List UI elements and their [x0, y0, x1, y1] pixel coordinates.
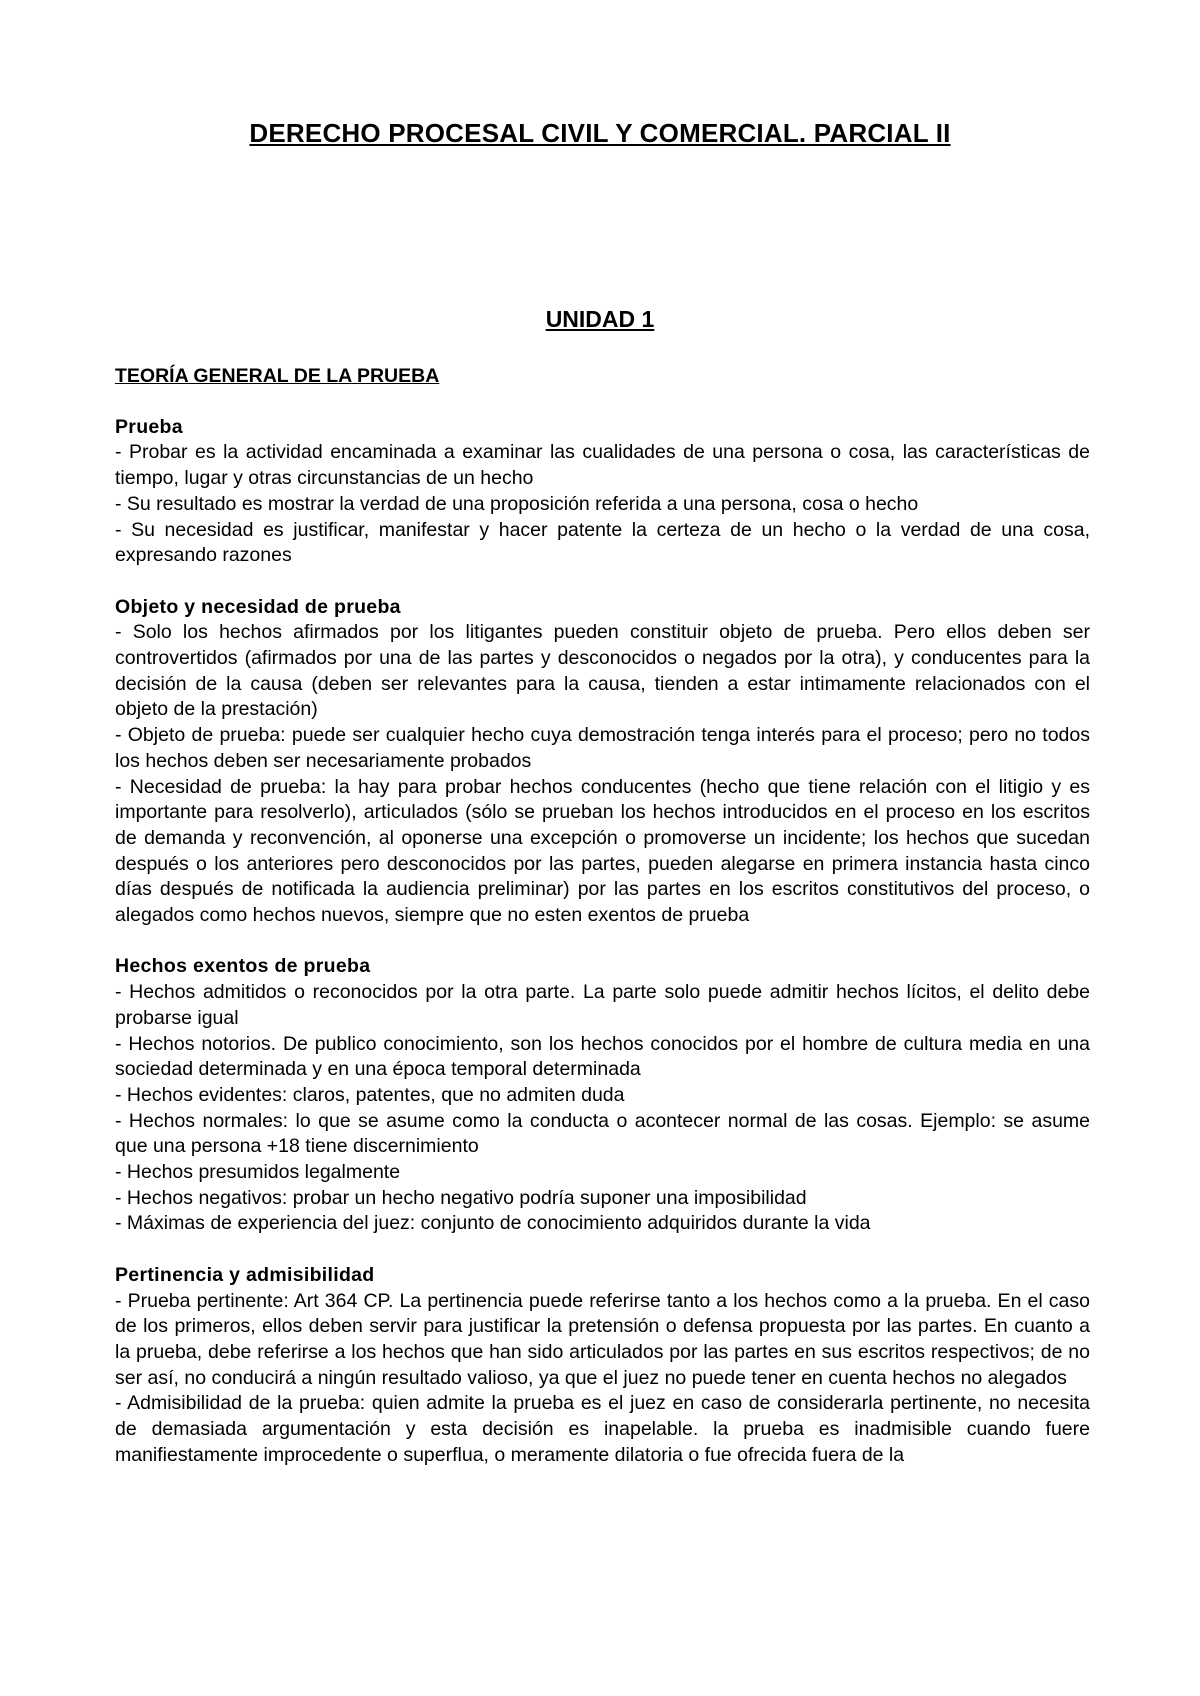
- paragraph: - Hechos notorios. De publico conocimiento, son los hechos conocidos por el hombre de cultura media en una sociedad determinada y en una época temporal determinada: [115, 1032, 1090, 1081]
- paragraph: - Su necesidad es justificar, manifestar y hacer patente la certeza de un hecho o la verdad de una cosa, expresando razones: [115, 518, 1090, 567]
- paragraph: - Probar es la actividad encaminada a examinar las cualidades de una persona o cosa, las características de tiempo, lugar y otras circunstancias de un hecho: [115, 441, 1090, 490]
- paragraph: - Solo los hechos afirmados por los litigantes pueden constituir objeto de prueba. Pero ellos deben ser controvertidos (afirmados por una de las partes y desconocidos o negados por la otra), y conducentes para la decisión de la causa (deben ser relevantes para la causa, tienden a estar intimamente relacionados con el objeto de la prestación): [115, 621, 1090, 721]
- topic-title: TEORÍA GENERAL DE LA PRUEBA: [115, 365, 440, 387]
- paragraph: - Hechos negativos: probar un hecho negativo podría suponer una imposibilidad: [115, 1186, 807, 1209]
- unit-title: UNIDAD 1: [545, 306, 655, 332]
- section-hechos-exentos: [115, 954, 1090, 1237]
- section-heading: Prueba: [115, 415, 183, 438]
- document-title: DERECHO PROCESAL CIVIL Y COMERCIAL. PARCIAL II: [249, 118, 951, 148]
- paragraph: - Máximas de experiencia del juez: conjunto de conocimiento adquiridos durante la vida: [115, 1212, 871, 1235]
- paragraph: - Necesidad de prueba: la hay para probar hechos conducentes (hecho que tiene relación con el litigio y es importante para resolverlo), articulados (sólo se prueban los hechos introducidos en el proceso en los escritos de demanda y reconvención, al oponerse una excepción o promoverse un incidente; los hechos que sucedan después o los anteriores pero desconocidos por las partes, pueden alegarse en primera instancia hasta cinco días después de notificada la audiencia preliminar) por las partes en los escritos constitutivos del proceso, o alegados como hechos nuevos, siempre que no esten exentos de prueba: [115, 775, 1090, 927]
- paragraph: - Admisibilidad de la prueba: quien admite la prueba es el juez en caso de considerarla pertinente, no necesita de demasiada argumentación y esta decisión es inapelable. la prueba es inadmisible cuando fuere manifiestamente improcedente o superflua, o meramente dilatoria o fue ofrecida fuera de la: [115, 1392, 1090, 1466]
- paragraph: - Prueba pertinente: Art 364 CP. La pertinencia puede referirse tanto a los hechos como a la prueba. En el caso de los primeros, ellos deben servir para justificar la pretensión o defensa propuesta por las partes. En cuanto a la prueba, debe referirse a los hechos que han sido articulados por las partes en sus escritos respectivos; de no ser así, no conducirá a ningún resultado valioso, ya que el juez no puede tener en cuenta hechos no alegados: [115, 1289, 1090, 1389]
- section-heading: Hechos exentos de prueba: [115, 955, 371, 978]
- section-heading: Objeto y necesidad de prueba: [115, 595, 401, 618]
- paragraph: - Hechos normales: lo que se asume como la conducta o acontecer normal de las cosas. Ejemplo: se asume que una persona +18 tiene discernimiento: [115, 1109, 1090, 1158]
- section-prueba: [115, 415, 1090, 569]
- paragraph: - Hechos presumidos legalmente: [115, 1161, 401, 1184]
- section-objeto-necesidad: [115, 595, 1090, 929]
- paragraph: - Objeto de prueba: puede ser cualquier hecho cuya demostración tenga interés para el proceso; pero no todos los hechos deben ser necesariamente probados: [115, 724, 1090, 772]
- document-body: [115, 364, 1090, 1494]
- paragraph: - Hechos evidentes: claros, patentes, que no admiten duda: [115, 1083, 625, 1106]
- paragraph: - Hechos admitidos o reconocidos por la otra parte. La parte solo puede admitir hechos lícitos, el delito debe probarse igual: [115, 981, 1090, 1029]
- section-heading: Pertinencia y admisibilidad: [115, 1263, 375, 1286]
- paragraph: - Su resultado es mostrar la verdad de una proposición referida a una persona, cosa o hecho: [115, 492, 919, 515]
- section-pertinencia-admisibilidad: [115, 1263, 1090, 1469]
